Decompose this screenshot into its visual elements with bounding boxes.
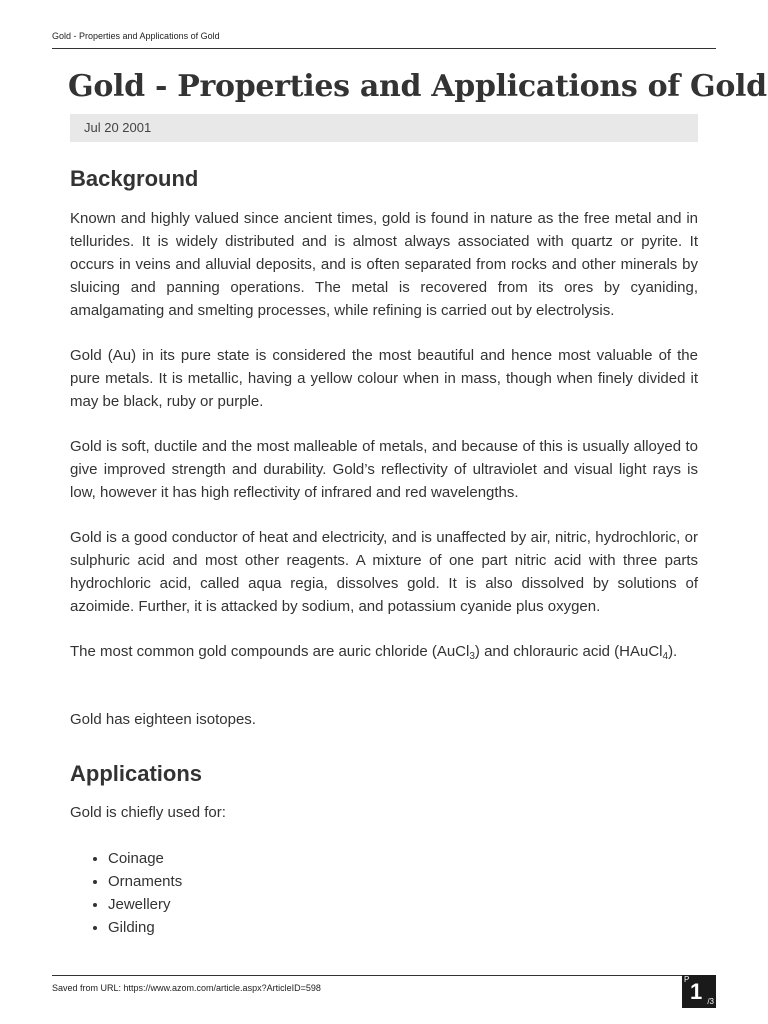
page-indicator xyxy=(682,975,716,1008)
page-number: 1 xyxy=(690,979,703,1004)
paragraph-uses-intro: Gold is chiefly used for: xyxy=(70,804,226,821)
paragraph-pure-state: Gold (Au) in its pure state is considered the most beautiful and hence most valuable of the pure metals. It is metallic, having a yellow colour when in mass, though when finely divided it may be black, ruby or purple. xyxy=(70,347,698,410)
compounds-text-c: ). xyxy=(668,643,678,660)
uses-list xyxy=(70,847,182,939)
footer-divider xyxy=(52,975,716,976)
list-item: • Coinage xyxy=(108,847,182,870)
header-divider xyxy=(52,48,716,49)
source-url-note: Saved from URL: https://www.azom.com/article.aspx?ArticleID=598 xyxy=(52,983,321,993)
article-date: Jul 20 2001 xyxy=(84,120,152,135)
page-total: /3 xyxy=(707,997,714,1006)
paragraph-conductivity: Gold is a good conductor of heat and electricity, and is unaffected by air, nitric, hydrochloric, or sulphuric acid and most other reagents. A mixture of one part nitric acid with three parts hydrochloric acid, called aqua regia, dissolves gold. It is also dissolved by solutions of azoimide. Further, it is attacked by sodium, and potassium cyanide plus oxygen. xyxy=(70,529,698,615)
acid-subscript: 4 xyxy=(662,651,669,662)
applications-heading: Applications xyxy=(70,761,203,786)
compounds-text-a: The most common gold compounds are auric chloride (AuCl xyxy=(70,643,470,660)
article-title: Gold - Properties and Applications of Gold xyxy=(68,69,767,104)
background-heading: Background xyxy=(70,166,199,191)
compounds-text-b: ) and chlorauric acid (HAuCl xyxy=(474,643,663,660)
page-label: P xyxy=(684,975,690,984)
list-item: • Ornaments xyxy=(108,870,182,893)
paragraph-occurrence: Known and highly valued since ancient times, gold is found in nature as the free metal and in tellurides. It is widely distributed and is almost always associated with quartz or pyrite. It occurs in veins and alluvial deposits, and is often separated from rocks and other minerals by sluicing and panning operations. The metal is recovered from its ores by cyaniding, amalgamating and smelting processes, while refining is carried out by electrolysis. xyxy=(70,210,698,319)
paragraph-compounds xyxy=(70,640,698,663)
date-bar xyxy=(70,114,698,142)
paragraph-malleability: Gold is soft, ductile and the most malleable of metals, and because of this is usually alloyed to give improved strength and durability. Gold’s reflectivity of ultraviolet and visual light rays is low, however it has high reflectivity of infrared and red wavelengths. xyxy=(70,438,698,501)
chloride-subscript: 3 xyxy=(469,651,475,662)
running-header: Gold - Properties and Applications of Gold xyxy=(52,31,220,41)
paragraph-isotopes: Gold has eighteen isotopes. xyxy=(70,711,256,728)
list-item: • Gilding xyxy=(108,916,182,939)
list-item: • Jewellery xyxy=(108,893,182,916)
